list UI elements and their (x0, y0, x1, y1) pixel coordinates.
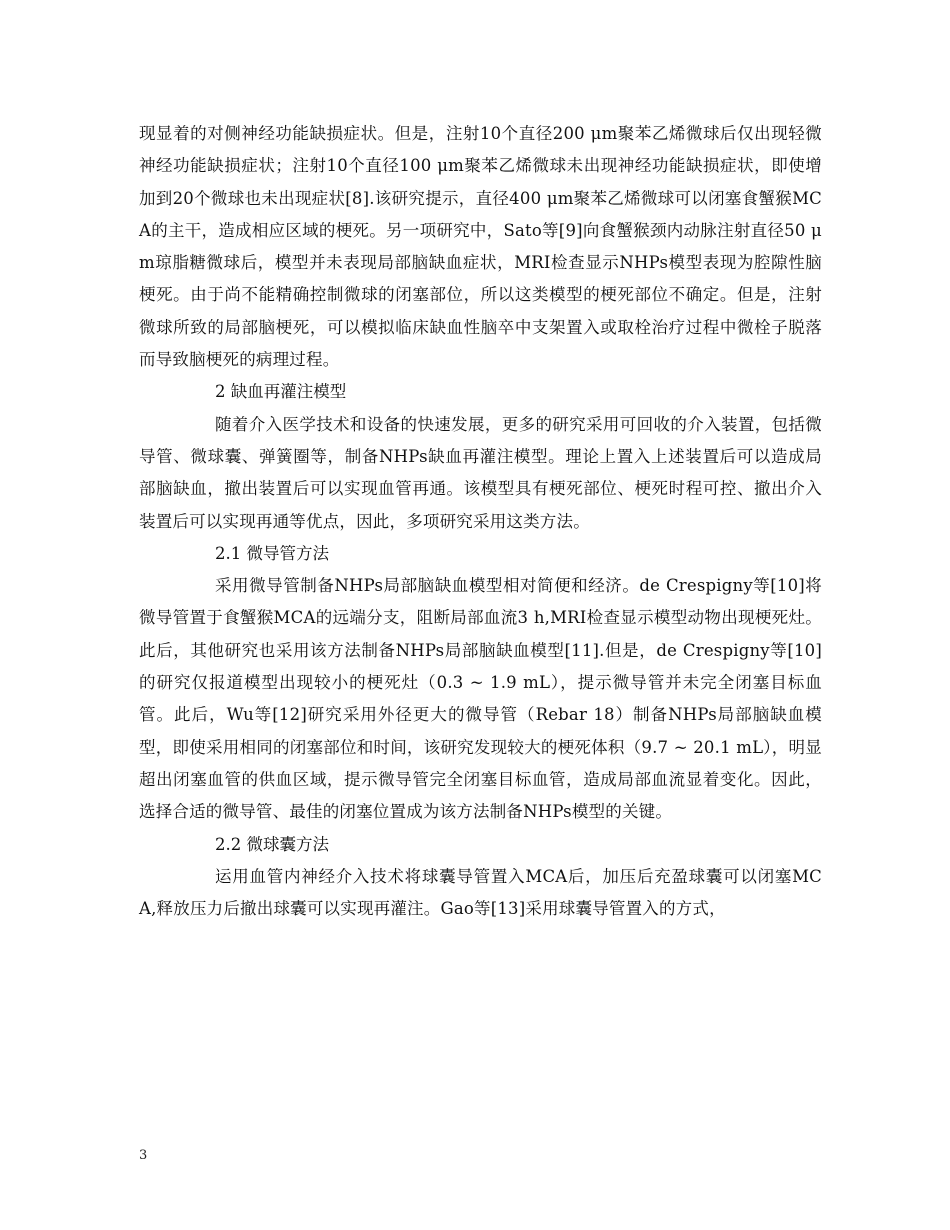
section-heading-microcatheter: 2.1 微导管方法 (215, 543, 329, 563)
paragraph-microcatheter-method: 采用微导管制备NHPs局部脑缺血模型相对简便和经济。de Crespigny等[10]将微导管置于食蟹猴MCA的远端分支，阻断局部血流3 h,MRI检查显示模型动物出现梗死灶。此后，其他研究也采用该方法制备NHPs局部脑缺血模型[11].但是，de Crespigny等[10]的研究仅报道模型出现较小的梗死灶（0.3 ~ 1.9 mL），提示微导管并未完全闭塞目标血管。此后，Wu等[12]研究采用外径更大的微导管（Rebar 18）制备NHPs局部脑缺血模型，即使采用相同的闭塞部位和时间，该研究发现较大的梗死体积（9.7 ~ 20.1 mL），明显超出闭塞血管的供血区域，提示微导管完全闭塞目标血管，造成局部血流显着变化。因此，选择合适的微导管、最佳的闭塞位置成为该方法制备NHPs模型的关键。 (139, 576, 822, 822)
page-number: 3 (139, 1148, 148, 1163)
paragraph-interventional-devices: 随着介入医学技术和设备的快速发展，更多的研究采用可回收的介入装置，包括微导管、微球囊、弹簧圈等，制备NHPs缺血再灌注模型。理论上置入上述装置后可以造成局部脑缺血，撤出装置后可以实现血管再通。该模型具有梗死部位、梗死时程可控、撤出介入装置后可以实现再通等优点，因此，多项研究采用这类方法。 (139, 414, 822, 531)
section-heading-ischemia-reperfusion: 2 缺血再灌注模型 (215, 382, 347, 402)
document-body (139, 118, 822, 925)
section-heading-microballoon: 2.2 微球囊方法 (215, 834, 329, 854)
paragraph-microsphere-results: 现显着的对侧神经功能缺损症状。但是，注射10个直径200 μm聚苯乙烯微球后仅出现轻微神经功能缺损症状；注射10个直径100 μm聚苯乙烯微球未出现神经功能缺损症状，即使增加到20个微球也未出现症状[8].该研究提示，直径400 μm聚苯乙烯微球可以闭塞食蟹猴MCA的主干，造成相应区域的梗死。另一项研究中，Sato等[9]向食蟹猴颈内动脉注射直径50 μm琼脂糖微球后，模型并未表现局部脑缺血症状，MRI检查显示NHPs模型表现为腔隙性脑梗死。由于尚不能精确控制微球的闭塞部位，所以这类模型的梗死部位不确定。但是，注射微球所致的局部脑梗死，可以模拟临床缺血性脑卒中支架置入或取栓治疗过程中微栓子脱落而导致脑梗死的病理过程。 (139, 124, 822, 370)
paragraph-microballoon-method: 运用血管内神经介入技术将球囊导管置入MCA后，加压后充盈球囊可以闭塞MCA,释放压力后撤出球囊可以实现再灌注。Gao等[13]采用球囊导管置入的方式， (139, 866, 822, 919)
